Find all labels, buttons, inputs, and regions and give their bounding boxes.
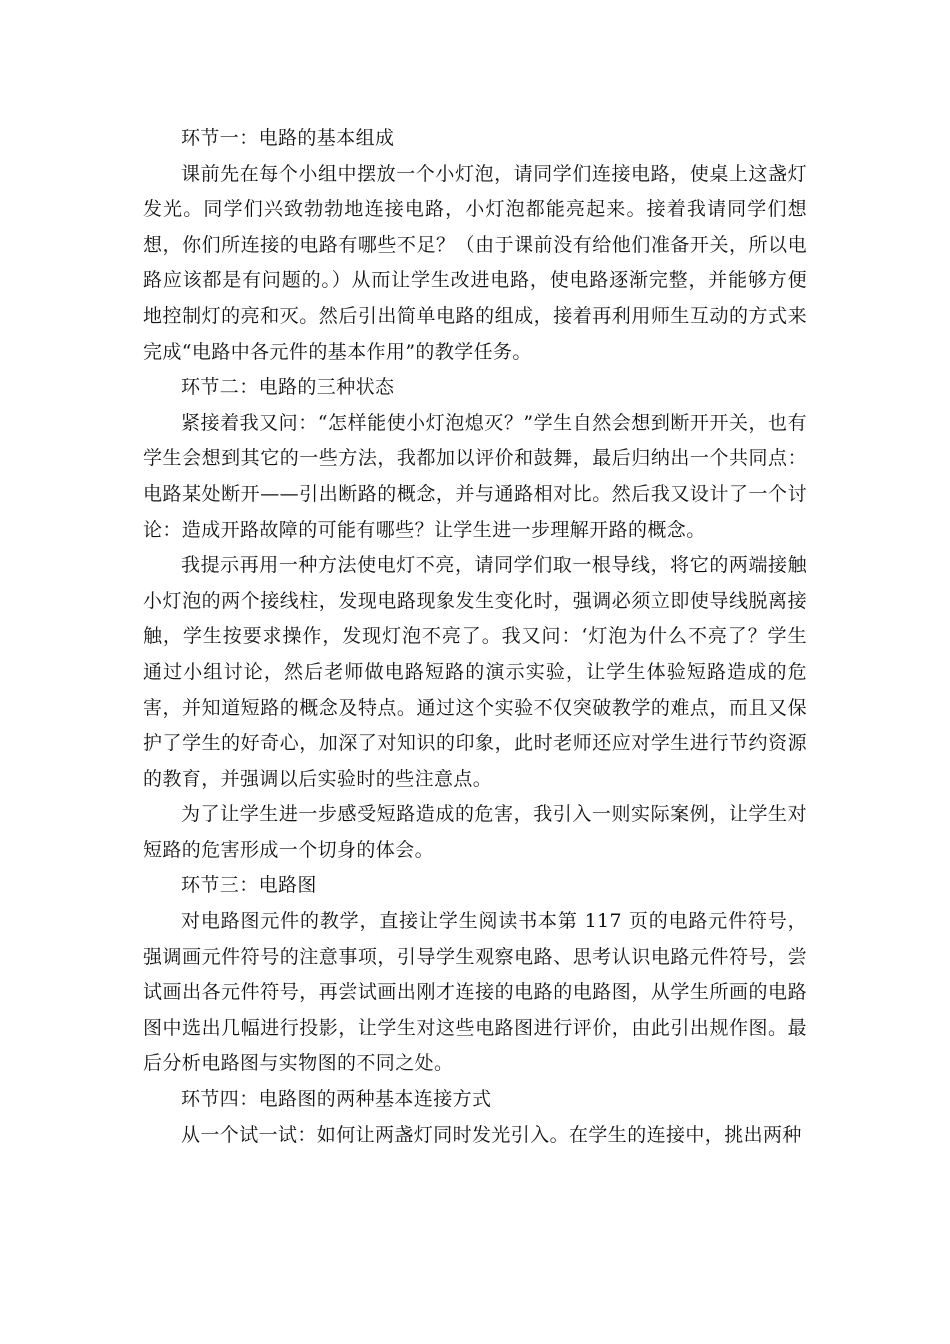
- paragraph: 我提示再用一种方法使电灯不亮，请同学们取一根导线，将它的两端接触小灯泡的两个接线柱，发现电路现象发生变化时，强调必须立即使导线脱离接触，学生按要求操作，发现灯泡不亮了。我又问：‘灯泡为什么不亮了？学生通过小组讨论，然后老师做电路短路的演示实验，让学生体验短路造成的危害，并知道短路的概念及特点。通过这个实验不仅突破教学的难点，而且又保护了学生的好奇心，加深了对知识的印象，此时老师还应对学生进行节约资源的教育，并强调以后实验时的些注意点。: [143, 554, 807, 790]
- section-heading-3: 环节三：电路图: [181, 874, 317, 897]
- section-heading-1: 环节一：电路的基本组成: [181, 127, 395, 149]
- document-body: [143, 121, 807, 1153]
- paragraph: 紧接着我又问：“怎样能使小灯泡熄灭？”学生自然会想到断开开关，也有学生会想到其它的一些方法，我都加以评价和鼓舞，最后归纳出一个共同点：电路某处断开——引出断路的概念，并与通路相对比。然后我又设计了一个讨论：造成开路故障的可能有哪些？让学生进一步理解开路的概念。: [143, 411, 807, 541]
- paragraph: 对电路图元件的教学，直接让学生阅读书本第 117 页的电路元件符号，强调画元件符号的注意事项，引导学生观察电路、思考认识电路元件符号，尝试画出各元件符号，再尝试画出刚才连接的电路的电路图，从学生所画的电路图中选出几幅进行投影，让学生对这些电路图进行评价，由此引出规作图。最后分析电路图与实物图的不同之处。: [143, 910, 807, 1075]
- paragraph: 从一个试一试：如何让两盏灯同时发光引入。在学生的连接中，挑出两种: [181, 1123, 802, 1146]
- paragraph: 课前先在每个小组中摆放一个小灯泡，请同学们连接电路，使桌上这盏灯发光。同学们兴致勃勃地连接电路，小灯泡都能亮起来。接着我请同学们想想，你们所连接的电路有哪些不足？（由于课前没有给他们准备开关，所以电路应该都是有问题的。）从而让学生改进电路，使电路逐渐完整，并能够方便地控制灯的亮和灭。然后引出简单电路的组成，接着再利用师生互动的方式来完成“电路中各元件的基本作用”的教学任务。: [143, 162, 807, 363]
- section-heading-2: 环节二：电路的三种状态: [181, 376, 395, 399]
- section-heading-4: 环节四：电路图的两种基本连接方式: [181, 1088, 492, 1111]
- paragraph: 为了让学生进一步感受短路造成的危害，我引入一则实际案例，让学生对短路的危害形成一个切身的体会。: [143, 803, 807, 861]
